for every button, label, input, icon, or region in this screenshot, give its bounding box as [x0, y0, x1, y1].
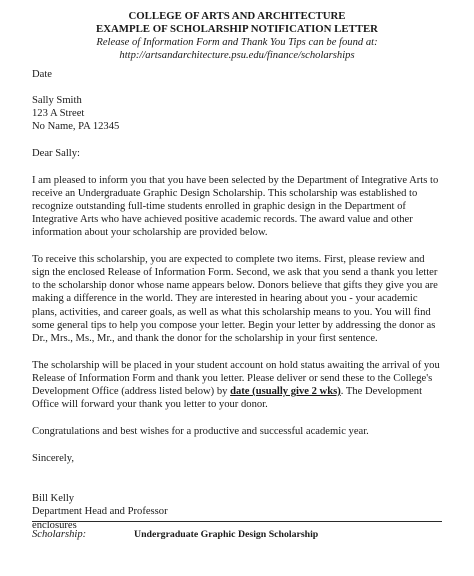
account-text-end: . The Development Office will forward your thank you letter to your donor.: [32, 385, 423, 411]
resources-url: http://artsandarchitecture.psu.edu/finance/scholarships: [119, 50, 355, 62]
signer-title: Department Head and Professor: [32, 506, 168, 518]
paragraph-congratulations: Congratulations and best wishes for a productive and successful academic year.: [32, 426, 369, 438]
letter-type-heading: EXAMPLE OF SCHOLARSHIP NOTIFICATION LETTER: [96, 23, 378, 35]
closing: Sincerely,: [32, 453, 74, 465]
scholarship-name: Undergraduate Graphic Design Scholarship: [134, 529, 319, 540]
recipient-city: No Name, PA 12345: [32, 121, 120, 133]
recipient-street: 123 A Street: [32, 108, 85, 120]
paragraph-requirements: To receive this scholarship, you are expected to complete two items. First, please review and sign the enclosed Release of Information Form. Second, we ask that you send a thank you letter to the scholarship donor whose name appears below. Donors believe that gifts they give you are making a difference in the world. They are interested in hearing about you - your academic plans, activities, and career goals, as well as what this scholarship means to you. You will find some general tips to help you compose your letter. Begin your letter by addressing the donor as Dr., Mrs., Ms., Mr., and thank the donor for the scholarship in your first sentence.: [32, 254, 438, 344]
recipient-name: Sally Smith: [32, 95, 82, 107]
scholarship-label: Scholarship:: [32, 529, 87, 540]
paragraph-selection: I am pleased to inform you that you have been selected by the Department of Integrative Arts to receive an Undergraduate Graphic Design Scholarship. This scholarship was established to recognize outstanding full-time students enrolled in graphic design in the Department of Integrative Arts who have achieved positive academic records. The award value and other information about your scholarship are provided below.: [32, 174, 439, 239]
signer-name: Bill Kelly: [32, 493, 75, 505]
recipient-address: [32, 94, 442, 133]
scholarship-footer: [32, 521, 442, 541]
resources-note: Release of Information Form and Thank You Tips can be found at:: [96, 37, 378, 48]
deadline-emphasis: date (usually give 2 wks): [230, 385, 341, 397]
enclosures-line: enclosures: [32, 519, 77, 531]
account-text-start: The scholarship will be placed in your student account on hold status awaiting the arrival of you Release of Information Form and thank you letter. Please deliver or send these to the College's Development Office (address listed below) by: [32, 359, 440, 397]
paragraph-account: [32, 359, 442, 411]
salutation: Dear Sally:: [32, 147, 80, 159]
date-line: Date: [32, 69, 52, 81]
college-heading: COLLEGE OF ARTS AND ARCHITECTURE: [128, 10, 346, 22]
